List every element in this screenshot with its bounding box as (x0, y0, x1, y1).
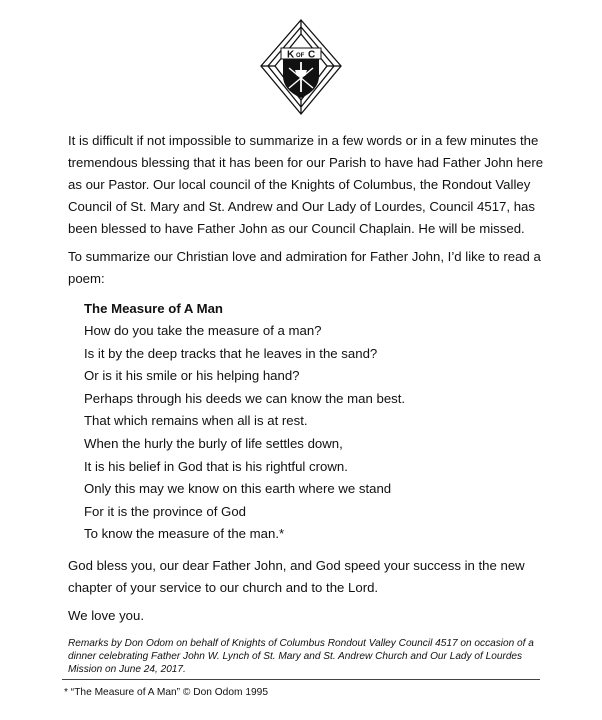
poem-line: Perhaps through his deeds we can know the man best. (84, 390, 406, 406)
poem-line: That which remains when all is at rest. (84, 413, 308, 429)
poem-line: It is his belief in God that is his rightful crown. (84, 458, 348, 474)
paragraph-closing: We love you. (68, 607, 144, 623)
svg-text:C: C (308, 49, 316, 61)
letter-body (68, 130, 548, 676)
paragraph-intro: It is difficult if not impossible to summarize in a few words or in a few minutes the tremendous blessing that it has been for our Parish to have had Father John here as our Pastor. Our local council of the Knights of Columbus, the Rondout Valley Council of St. Mary and St. Andrew and Our Lady of Lourdes, Council 4517, has been blessed to have Father John as our Council Chaplain. He will be missed. (68, 133, 544, 236)
poem-line: When the hurly the burly of life settles down, (84, 435, 343, 451)
poem-line: For it is the province of God (84, 503, 246, 519)
poem (68, 297, 548, 546)
poem-title: The Measure of A Man (84, 301, 223, 316)
paragraph-poem-intro: To summarize our Christian love and admiration for Father John, I’d like to read a poem: (68, 249, 541, 286)
footnote-divider (62, 679, 540, 680)
poem-line: To know the measure of the man.* (84, 526, 285, 542)
paragraph-blessing: God bless you, our dear Father John, and God speed your success in the new chapter of your service to our church and to the Lord. (68, 557, 525, 595)
poem-line: Only this may we know on this earth where we stand (84, 481, 392, 497)
footnote: * “The Measure of A Man” © Don Odom 1995 (64, 687, 268, 698)
svg-text:OF: OF (296, 53, 305, 59)
poem-line: Is it by the deep tracks that he leaves in the sand? (84, 345, 378, 361)
knights-of-columbus-emblem (259, 18, 343, 118)
poem-line: How do you take the measure of a man? (84, 323, 322, 338)
svg-text:K: K (287, 49, 295, 61)
poem-line: Or is it his smile or his helping hand? (84, 368, 300, 384)
remarks-note: Remarks by Don Odom on behalf of Knights of Columbus Rondout Valley Council 4517 on occasion of a dinner celebrating Father John W. Lynch of St. Mary and St. Andrew Church and Our Lady of Lourdes Mission on June 24, 2017. (68, 637, 534, 675)
